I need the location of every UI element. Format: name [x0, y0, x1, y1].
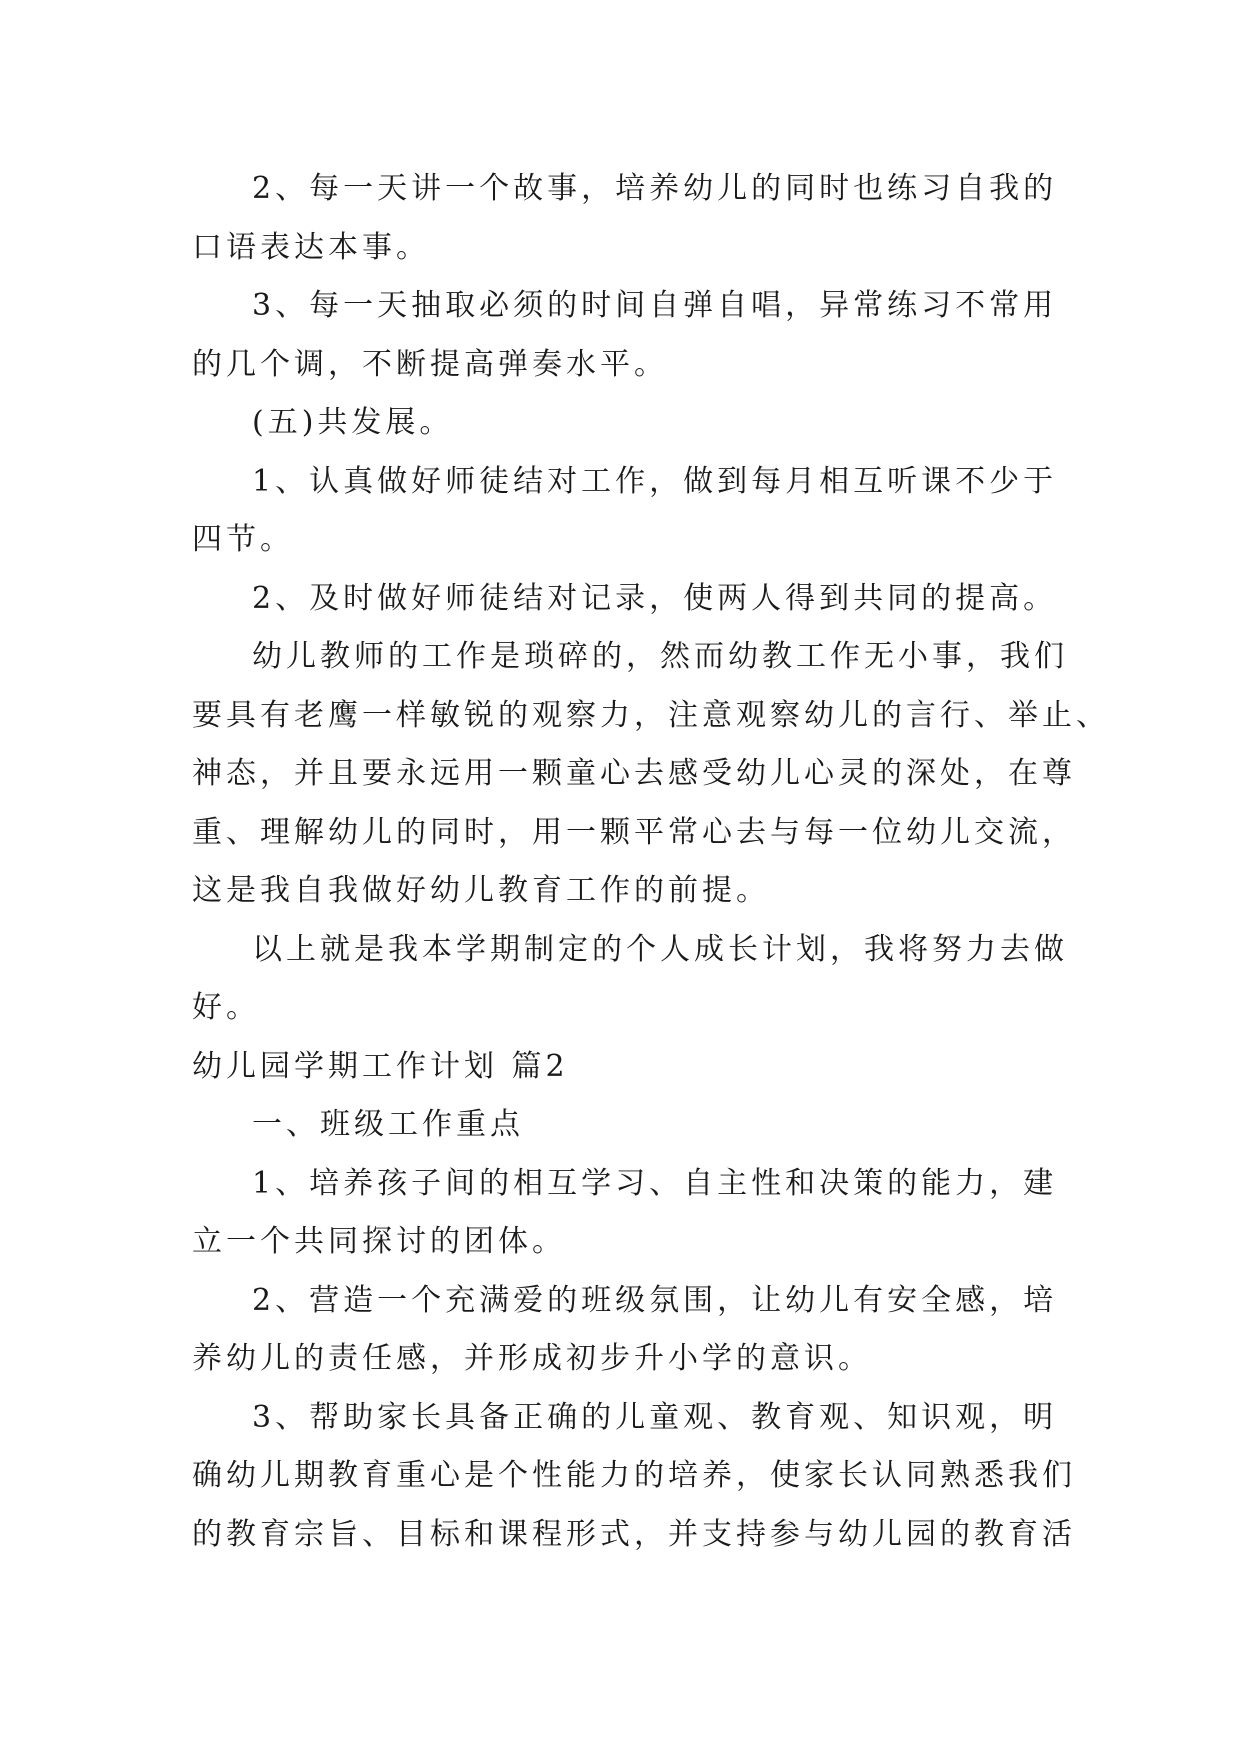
text-line: 的几个调，不断提高弹奏水平。	[192, 346, 668, 382]
text-line: 2、及时做好师徒结对记录，使两人得到共同的提高。	[252, 580, 1058, 616]
text-line: 1、培养孩子间的相互学习、自主性和决策的能力，建	[252, 1165, 1058, 1201]
text-line: 1、认真做好师徒结对工作，做到每月相互听课不少于	[252, 463, 1058, 499]
text-line: 的教育宗旨、目标和课程形式，并支持参与幼儿园的教育活	[192, 1516, 1076, 1552]
text-line: 确幼儿期教育重心是个性能力的培养，使家长认同熟悉我们	[192, 1458, 1076, 1493]
text-line: 3、每一天抽取必须的时间自弹自唱，异常练习不常用	[252, 288, 1058, 323]
section-heading: 一、班级工作重点	[252, 1107, 524, 1142]
section-heading: (五)共发展。	[252, 405, 454, 440]
text-line: 立一个共同探讨的团体。	[192, 1224, 566, 1259]
text-line: 2、每一天讲一个故事，培养幼儿的同时也练习自我的	[252, 171, 1058, 206]
text-line: 幼儿教师的工作是琐碎的，然而幼教工作无小事，我们	[252, 639, 1068, 674]
text-line: 口语表达本事。	[192, 229, 430, 265]
text-line: 神态，并且要永远用一颗童心去感受幼儿心灵的深处，在尊	[192, 756, 1076, 791]
text-line: 四节。	[192, 522, 294, 557]
text-line: 3、帮助家长具备正确的儿童观、教育观、知识观，明	[252, 1399, 1058, 1435]
text-line: 以上就是我本学期制定的个人成长计划，我将努力去做	[252, 931, 1068, 967]
text-line: 养幼儿的责任感，并形成初步升小学的意识。	[192, 1341, 872, 1376]
text-line: 这是我自我做好幼儿教育工作的前提。	[192, 873, 770, 908]
text-line: 要具有老鹰一样敏锐的观察力，注意观察幼儿的言行、举止、	[192, 697, 1110, 733]
document-page	[192, 160, 1110, 1564]
text-line: 好。	[192, 990, 260, 1025]
text-line: 重、理解幼儿的同时，用一颗平常心去与每一位幼儿交流，	[192, 814, 1076, 850]
document-title: 幼儿园学期工作计划 篇2	[192, 1048, 569, 1084]
text-line: 2、营造一个充满爱的班级氛围，让幼儿有安全感，培	[252, 1282, 1058, 1318]
